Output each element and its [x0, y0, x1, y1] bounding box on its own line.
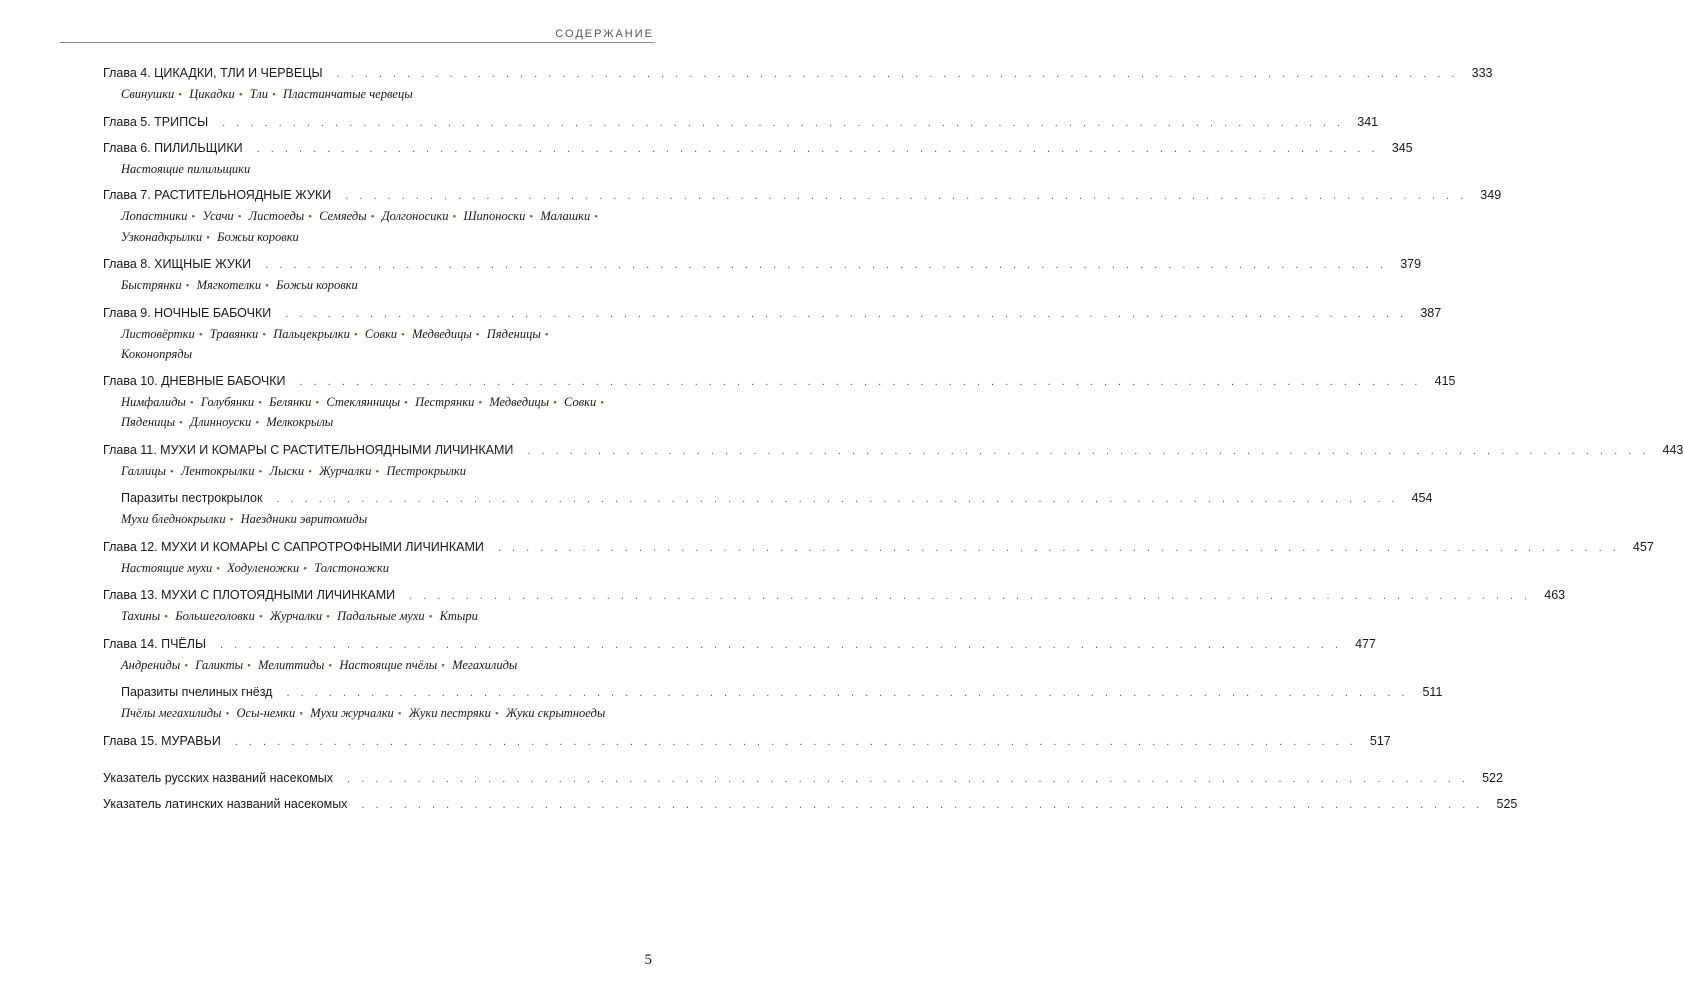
toc-subtitle-text: Журчалки	[319, 463, 372, 478]
toc-entry-page: 345	[1391, 140, 1413, 155]
toc-subtitle-text: Пяденицы	[121, 415, 176, 429]
toc-subtitle-text: Шипоноски	[463, 209, 526, 223]
toc-subtitle	[415, 395, 486, 409]
toc-subtitle-text: Голубянки	[200, 394, 255, 409]
toc-subtitle-text: Мелкокрылы	[266, 415, 334, 429]
toc-subtitle	[412, 327, 484, 341]
toc-entry-page: 517	[1369, 733, 1391, 748]
toc-entry-title: Указатель русских названий насекомых	[103, 770, 334, 785]
toc-entry-page: 463	[1544, 588, 1566, 602]
bullet-separator-icon: •	[303, 562, 308, 575]
toc-entry-row	[103, 586, 1566, 605]
toc-entry-page: 454	[1411, 491, 1433, 505]
toc-subtitle	[440, 609, 478, 623]
toc-subtitles	[103, 510, 646, 531]
toc-subtitle	[326, 395, 412, 409]
toc-subtitle	[189, 87, 246, 101]
toc-entry-row	[103, 635, 1376, 654]
toc-subtitle	[319, 464, 383, 478]
toc-subtitle-text: Листоеды	[248, 209, 305, 223]
page-number: 5	[644, 952, 652, 968]
toc-entry	[103, 586, 1566, 628]
dot-leader: . . . . . . . . . . . . . . . . . . . . . . . . . . . . . . . . . . . . . . . . . . . . . . . . . . . . . . . . . . . . . . . . . . . . . . . . . . . . . . . .	[285, 307, 1408, 320]
dot-leader: . . . . . . . . . . . . . . . . . . . . . . . . . . . . . . . . . . . . . . . . . . . . . . . . . . . . . . . . . . . . . . . . . . . . . . . . . . . . . . . .	[345, 190, 1468, 202]
toc-subtitle-text: Лентокрылки	[180, 463, 255, 478]
toc-entry-title: Глава 8. ХИЩНЫЕ ЖУКИ	[103, 257, 252, 271]
toc-entry-row	[103, 186, 1502, 205]
toc-subtitle-text: Тахины	[121, 609, 161, 623]
bullet-separator-icon: •	[189, 396, 194, 409]
toc-subtitle	[121, 706, 233, 720]
toc-entry-row	[103, 795, 1518, 814]
toc-subtitles	[103, 656, 646, 677]
toc-entry	[103, 139, 1413, 180]
bullet-separator-icon: •	[328, 659, 333, 672]
toc-subtitle	[250, 87, 280, 101]
toc-subtitle-text: Пчёлы мегахилиды	[121, 706, 222, 720]
toc-subtitle	[386, 464, 466, 478]
toc-subtitle	[175, 609, 267, 623]
toc-subtitles	[103, 607, 646, 628]
bullet-separator-icon: •	[169, 465, 174, 478]
bullet-separator-icon: •	[308, 465, 312, 478]
toc-subtitle	[365, 327, 409, 341]
toc-subtitle	[210, 327, 270, 341]
toc-subtitle-text: Цикадки	[189, 87, 235, 101]
bullet-separator-icon: •	[553, 396, 557, 409]
toc-subtitles	[103, 704, 646, 725]
bullet-separator-icon: •	[308, 211, 313, 223]
toc-subtitle-text: Божьи коровки	[276, 278, 358, 292]
toc-subtitle-text: Медведицы	[412, 326, 472, 341]
toc-subtitle-text: Усачи	[202, 209, 234, 223]
toc-subtitle-text: Настоящие пилильщики	[121, 161, 251, 176]
bullet-separator-icon: •	[206, 231, 211, 244]
toc-subtitle	[409, 706, 503, 720]
toc-subtitle	[121, 87, 186, 101]
toc-entry-page: 415	[1434, 373, 1456, 388]
toc-subtitles	[103, 559, 646, 580]
bullet-separator-icon: •	[237, 211, 242, 223]
toc-entry-page: 379	[1400, 257, 1422, 271]
toc-subtitle-text: Совки	[564, 394, 597, 409]
toc-subtitle	[217, 230, 299, 244]
toc-subtitle	[258, 658, 336, 672]
toc-subtitle	[310, 706, 405, 720]
toc-subtitle	[121, 209, 199, 223]
bullet-separator-icon: •	[198, 328, 203, 341]
toc-subtitle	[121, 327, 207, 341]
bullet-separator-icon: •	[428, 611, 433, 623]
toc-entry-title: Указатель латинских названий насекомых	[103, 796, 348, 811]
toc-subtitle	[283, 87, 413, 101]
dot-leader: . . . . . . . . . . . . . . . . . . . . . . . . . . . . . . . . . . . . . . . . . . . . . . . . . . . . . . . . . . . . . . . . . . . . . . . . . . . . . . . .	[220, 638, 1342, 651]
toc-entry	[103, 441, 1683, 483]
bullet-separator-icon: •	[494, 708, 499, 720]
toc-subtitle	[314, 561, 389, 575]
toc-subtitle-text: Стеклянницы	[326, 394, 401, 409]
toc-entry-page: 341	[1357, 114, 1379, 129]
dot-leader: . . . . . . . . . . . . . . . . . . . . . . . . . . . . . . . . . . . . . . . . . . . . . . . . . . . . . . . . . . . . . . . . . . . . . . . . . . . . . . . .	[256, 142, 1379, 155]
toc-subtitle-text: Журчалки	[269, 609, 323, 623]
dot-leader: . . . . . . . . . . . . . . . . . . . . . . . . . . . . . . . . . . . . . . . . . . . . . . . . . . . . . . . . . . . . . . . . . . . . . . . . . . . . . . . .	[299, 375, 1422, 388]
toc-subtitles	[103, 160, 646, 180]
bullet-separator-icon: •	[185, 280, 190, 292]
toc-subtitle-text: Травянки	[209, 326, 259, 341]
toc-entry	[103, 683, 1443, 725]
toc-entry	[103, 372, 1456, 434]
toc-entry-page: 525	[1496, 796, 1518, 811]
toc-subtitle	[506, 706, 605, 720]
bullet-separator-icon: •	[216, 562, 221, 575]
toc-subtitle	[241, 512, 368, 526]
toc-subtitle-text: Семяеды	[319, 209, 367, 223]
bullet-separator-icon: •	[299, 708, 304, 720]
toc-subtitle-text: Длинноуски	[190, 415, 252, 429]
toc-subtitle-text: Свинушки	[121, 87, 175, 101]
toc-subtitle-text: Пальцекрылки	[273, 326, 350, 341]
toc-subtitle-text: Мегахилиды	[452, 657, 518, 672]
dot-leader: . . . . . . . . . . . . . . . . . . . . . . . . . . . . . . . . . . . . . . . . . . . . . . . . . . . . . . . . . . . . . . . . . . . . . . . . . . . . . . . .	[336, 68, 1459, 80]
dot-leader: . . . . . . . . . . . . . . . . . . . . . . . . . . . . . . . . . . . . . . . . . . . . . . . . . . . . . . . . . . . . . . . . . . . . . . . . . . . . . . . .	[409, 590, 1532, 602]
toc-subtitle	[540, 209, 602, 223]
toc-entry-row	[103, 538, 1654, 557]
toc-subtitle-text: Большеголовки	[175, 609, 255, 623]
bullet-separator-icon: •	[258, 396, 263, 409]
toc-subtitle-text: Долгоносики	[381, 209, 449, 223]
bullet-separator-icon: •	[375, 465, 380, 478]
bullet-separator-icon: •	[164, 611, 169, 623]
dot-leader: . . . . . . . . . . . . . . . . . . . . . . . . . . . . . . . . . . . . . . . . . . . . . . . . . . . . . . . . . . . . . . . . . . . . . . . . . . . . . . . .	[222, 116, 1345, 129]
toc-subtitle	[202, 209, 245, 223]
bullet-separator-icon: •	[225, 708, 230, 720]
toc-subtitles	[103, 393, 646, 434]
toc-entry-page: 457	[1632, 539, 1654, 554]
toc-entry-page: 333	[1471, 66, 1493, 80]
table-of-contents	[103, 64, 1683, 821]
toc-subtitle	[270, 464, 316, 478]
toc-subtitles	[103, 276, 646, 297]
toc-subtitles	[103, 85, 646, 106]
toc-entry-title: Глава 14. ПЧЁЛЫ	[103, 636, 207, 651]
bullet-separator-icon: •	[475, 328, 480, 341]
dot-leader: . . . . . . . . . . . . . . . . . . . . . . . . . . . . . . . . . . . . . . . . . . . . . . . . . . . . . . . . . . . . . . . . . . . . . . . . . . . . . . . .	[286, 687, 1409, 699]
bullet-separator-icon: •	[255, 417, 260, 429]
bullet-separator-icon: •	[229, 514, 234, 526]
toc-entry	[103, 769, 1503, 788]
bullet-separator-icon: •	[258, 611, 263, 623]
toc-entry-page: 443	[1662, 442, 1683, 457]
toc-entry-row	[103, 489, 1433, 508]
toc-subtitle	[121, 415, 187, 429]
dot-leader: . . . . . . . . . . . . . . . . . . . . . . . . . . . . . . . . . . . . . . . . . . . . . . . . . . . . . . . . . . . . . . . . . . . . . . . . . . . . . . . .	[527, 444, 1650, 457]
toc-subtitle	[487, 327, 553, 341]
toc-entry	[103, 489, 1433, 531]
toc-entry-row	[103, 255, 1422, 274]
toc-subtitle-text: Ктыри	[439, 609, 478, 623]
toc-subtitle-text: Жуки пестряки	[408, 706, 491, 720]
toc-subtitle-text: Малашки	[540, 209, 591, 223]
toc-subtitle	[121, 658, 192, 672]
toc-subtitle	[195, 658, 255, 672]
toc-entry	[103, 64, 1493, 106]
toc-entry	[103, 255, 1422, 297]
toc-subtitle	[452, 658, 517, 672]
toc-subtitle-text: Мухи бледнокрылки	[121, 512, 226, 526]
toc-entry-row	[103, 304, 1442, 323]
bullet-separator-icon: •	[397, 708, 402, 720]
toc-entry-page: 387	[1420, 305, 1442, 320]
toc-entry-row	[103, 372, 1456, 391]
toc-entry	[103, 538, 1654, 580]
bullet-separator-icon: •	[247, 659, 251, 672]
toc-entry-title: Глава 13. МУХИ С ПЛОТОЯДНЫМИ ЛИЧИНКАМИ	[103, 588, 396, 602]
bullet-separator-icon: •	[594, 211, 599, 223]
toc-entry-title: Глава 7. РАСТИТЕЛЬНОЯДНЫЕ ЖУКИ	[103, 188, 332, 202]
toc-subtitle-text: Нимфалиды	[121, 394, 186, 409]
toc-subtitle	[201, 395, 266, 409]
toc-subtitle-text: Пяденицы	[486, 326, 541, 341]
toc-subtitle	[276, 278, 358, 292]
toc-subtitle	[121, 561, 224, 575]
toc-entry-row	[103, 683, 1443, 702]
running-header: СОДЕРЖАНИЕ	[555, 28, 654, 40]
toc-subtitle	[489, 395, 561, 409]
bullet-separator-icon: •	[184, 659, 189, 672]
toc-subtitle-text: Мухи журчалки	[310, 706, 394, 720]
toc-entry-title: Глава 5. ТРИПСЫ	[103, 114, 209, 129]
bullet-separator-icon: •	[179, 417, 183, 429]
bullet-separator-icon: •	[265, 280, 269, 292]
dot-leader: . . . . . . . . . . . . . . . . . . . . . . . . . . . . . . . . . . . . . . . . . . . . . . . . . . . . . . . . . . . . . . . . . . . . . . . . . . . . . . . .	[497, 541, 1620, 554]
bullet-separator-icon: •	[258, 465, 263, 478]
toc-subtitle	[339, 658, 449, 672]
toc-subtitles	[103, 325, 646, 365]
toc-subtitle-text: Листовёртки	[121, 326, 195, 341]
toc-subtitle	[121, 162, 250, 176]
toc-entry-title: Паразиты пестрокрылок	[121, 491, 263, 505]
toc-subtitle-text: Жуки скрытноеды	[505, 706, 606, 720]
toc-entry-title: Глава 15. МУРАВЬИ	[103, 733, 221, 748]
toc-subtitle-text: Медведицы	[489, 394, 550, 409]
toc-subtitle	[197, 278, 273, 292]
toc-subtitle-text: Мелиттиды	[258, 657, 325, 672]
toc-entry	[103, 304, 1442, 365]
toc-subtitle-text: Пестрокрылки	[386, 463, 466, 478]
bullet-separator-icon: •	[315, 396, 320, 409]
toc-subtitle-text: Мягкотелки	[196, 278, 262, 292]
dot-leader: . . . . . . . . . . . . . . . . . . . . . . . . . . . . . . . . . . . . . . . . . . . . . . . . . . . . . . . . . . . . . . . . . . . . . . . . . . . . . . . .	[265, 259, 1388, 271]
toc-entry	[103, 113, 1379, 132]
toc-subtitle-text: Осы-немки	[236, 706, 296, 720]
toc-subtitle-text: Узконадкрылки	[121, 229, 203, 244]
bullet-separator-icon: •	[441, 659, 446, 672]
toc-subtitle	[121, 395, 198, 409]
toc-subtitle	[121, 347, 192, 361]
toc-subtitle	[121, 512, 237, 526]
toc-entry-row	[103, 769, 1503, 788]
toc-subtitles	[103, 207, 646, 248]
toc-subtitle	[121, 464, 178, 478]
toc-subtitle-text: Ходуленожки	[227, 560, 300, 575]
toc-subtitle	[249, 209, 316, 223]
toc-entry-page: 511	[1422, 685, 1443, 699]
toc-entry-page: 522	[1482, 770, 1503, 785]
bullet-separator-icon: •	[452, 211, 457, 223]
toc-entry-title: Глава 4. ЦИКАДКИ, ТЛИ И ЧЕРВЕЦЫ	[103, 66, 323, 80]
header-rule	[60, 42, 655, 43]
toc-subtitle-text: Тли	[249, 87, 268, 101]
toc-subtitle	[266, 415, 333, 429]
bullet-separator-icon: •	[404, 396, 409, 409]
bullet-separator-icon: •	[401, 328, 405, 341]
toc-subtitle	[121, 609, 172, 623]
toc-entry-row	[103, 139, 1413, 158]
bullet-separator-icon: •	[271, 89, 276, 101]
toc-subtitle	[269, 395, 323, 409]
bullet-separator-icon: •	[326, 611, 330, 623]
toc-entry-title: Глава 10. ДНЕВНЫЕ БАБОЧКИ	[103, 373, 286, 388]
dot-leader: . . . . . . . . . . . . . . . . . . . . . . . . . . . . . . . . . . . . . . . . . . . . . . . . . . . . . . . . . . . . . . . . . . . . . . . . . . . . . . . .	[234, 735, 1357, 748]
toc-subtitle-text: Коконопряды	[121, 347, 193, 361]
toc-entry-row	[103, 441, 1683, 460]
toc-entry-row	[103, 732, 1391, 751]
toc-subtitle-text: Галикты	[195, 657, 244, 672]
toc-subtitle-text: Лопастники	[121, 209, 188, 223]
toc-subtitle-text: Пестрянки	[415, 394, 475, 409]
bullet-separator-icon: •	[370, 211, 375, 223]
bullet-separator-icon: •	[191, 211, 196, 223]
toc-entry-page: 349	[1480, 188, 1502, 202]
toc-subtitles	[103, 462, 646, 483]
dot-leader: . . . . . . . . . . . . . . . . . . . . . . . . . . . . . . . . . . . . . . . . . . . . . . . . . . . . . . . . . . . . . . . . . . . . . . . . . . . . . . . .	[347, 772, 1469, 785]
toc-subtitle-text: Пластинчатые червецы	[282, 87, 413, 101]
toc-subtitle	[270, 609, 334, 623]
toc-subtitle-text: Настоящие пчёлы	[339, 657, 438, 672]
toc-subtitle-text: Настоящие мухи	[121, 560, 213, 575]
dot-leader: . . . . . . . . . . . . . . . . . . . . . . . . . . . . . . . . . . . . . . . . . . . . . . . . . . . . . . . . . . . . . . . . . . . . . . . . . . . . . . . .	[276, 493, 1399, 505]
toc-entry	[103, 795, 1518, 814]
toc-entry-title: Паразиты пчелиных гнёзд	[121, 685, 273, 699]
toc-subtitle-text: Падальные мухи	[337, 609, 425, 623]
toc-entry-title: Глава 6. ПИЛИЛЬЩИКИ	[103, 140, 243, 155]
toc-subtitle	[273, 327, 362, 341]
toc-subtitle-text: Андрениды	[121, 657, 181, 672]
toc-entry-title: Глава 12. МУХИ И КОМАРЫ С САПРОТРОФНЫМИ ЛИЧИНКАМИ	[103, 539, 484, 554]
bullet-separator-icon: •	[353, 328, 358, 341]
toc-subtitle	[190, 415, 263, 429]
toc-subtitle	[464, 209, 538, 223]
toc-entry-page: 477	[1355, 636, 1376, 651]
toc-subtitle-text: Божьи коровки	[217, 229, 299, 244]
bullet-separator-icon: •	[178, 89, 183, 101]
dot-leader: . . . . . . . . . . . . . . . . . . . . . . . . . . . . . . . . . . . . . . . . . . . . . . . . . . . . . . . . . . . . . . . . . . . . . . . . . . . . . . . .	[361, 798, 1484, 811]
toc-entry	[103, 635, 1376, 677]
toc-entry-row	[103, 64, 1493, 83]
toc-subtitle	[237, 706, 308, 720]
toc-entry-title: Глава 11. МУХИ И КОМАРЫ С РАСТИТЕЛЬНОЯДНЫМИ ЛИЧИНКАМИ	[103, 442, 514, 457]
toc-entry-title: Глава 9. НОЧНЫЕ БАБОЧКИ	[103, 305, 272, 320]
toc-subtitle	[227, 561, 311, 575]
bullet-separator-icon: •	[529, 211, 534, 223]
bullet-separator-icon: •	[478, 396, 483, 409]
bullet-separator-icon: •	[238, 89, 243, 101]
toc-subtitle-text: Толстоножки	[314, 560, 389, 575]
toc-subtitle	[121, 230, 214, 244]
toc-entry	[103, 732, 1391, 751]
toc-subtitle-text: Совки	[364, 326, 398, 341]
toc-subtitle-text: Галлицы	[121, 463, 166, 478]
toc-subtitle	[181, 464, 266, 478]
toc-subtitle	[121, 278, 193, 292]
bullet-separator-icon: •	[544, 328, 549, 341]
toc-subtitle	[564, 395, 608, 409]
toc-subtitle	[319, 209, 378, 223]
toc-subtitle	[382, 209, 461, 223]
toc-subtitle-text: Лыски	[269, 463, 305, 478]
toc-entry-row	[103, 113, 1379, 132]
bullet-separator-icon: •	[600, 396, 605, 409]
toc-entry	[103, 186, 1502, 248]
toc-subtitle-text: Белянки	[269, 394, 312, 409]
bullet-separator-icon: •	[262, 328, 267, 341]
toc-subtitle-text: Быстрянки	[121, 278, 182, 292]
toc-subtitle	[337, 609, 436, 623]
toc-subtitle-text: Наездники эвритомиды	[240, 512, 368, 526]
